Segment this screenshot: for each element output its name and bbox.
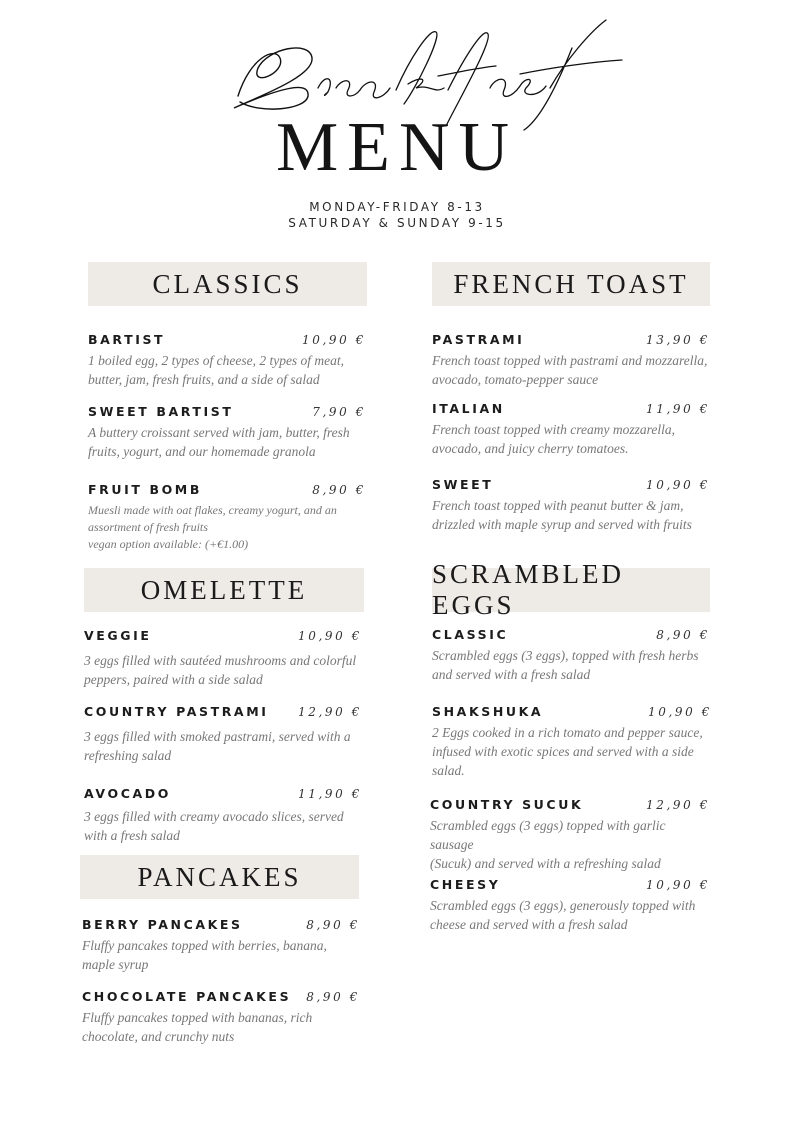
- item-price: 12,90 €: [645, 798, 710, 812]
- section-heading-omelette: OMELETTE: [84, 568, 364, 612]
- menu-item: [82, 917, 360, 974]
- item-name: FRUIT BOMB: [88, 482, 202, 497]
- section-heading-pancakes: PANCAKES: [80, 855, 359, 899]
- item-name: COUNTRY SUCUK: [430, 797, 584, 812]
- item-name: VEGGIE: [84, 628, 152, 643]
- item-price: 10,90 €: [297, 629, 362, 643]
- section-heading-scrambled-eggs: SCRAMBLED EGGS: [432, 568, 710, 612]
- item-description: French toast topped with creamy mozzarella, avocado, and juicy cherry tomatoes.: [432, 422, 675, 456]
- item-price: 10,90 €: [645, 478, 710, 492]
- item-price: 8,90 €: [306, 918, 360, 932]
- hours-weekdays: MONDAY-FRIDAY 8-13: [309, 200, 485, 214]
- item-name: COUNTRY PASTRAMI: [84, 704, 269, 719]
- item-price: 10,90 €: [645, 878, 710, 892]
- menu-item: [88, 404, 366, 461]
- item-description: 3 eggs filled with sautéed mushrooms and colorful peppers, paired with a side salad: [84, 653, 357, 687]
- menu-item: [88, 332, 366, 389]
- menu-item: [84, 786, 362, 845]
- item-price: 10,90 €: [301, 333, 366, 347]
- item-name: ITALIAN: [432, 401, 505, 416]
- item-name: CHEESY: [430, 877, 501, 892]
- item-description: A buttery croissant served with jam, butter, fresh fruits, yogurt, and our homemade granola: [88, 425, 350, 459]
- menu-item: [84, 704, 362, 765]
- menu-item: [430, 797, 710, 873]
- item-name: CHOCOLATE PANCAKES: [82, 989, 292, 1004]
- item-description: French toast topped with pastrami and mozzarella, avocado, tomato-pepper sauce: [432, 353, 708, 387]
- item-price: 8,90 €: [306, 990, 360, 1004]
- item-description: Scrambled eggs (3 eggs), topped with fresh herbs and served with a fresh salad: [432, 648, 699, 682]
- menu-item: [432, 477, 710, 534]
- item-description: 2 Eggs cooked in a rich tomato and pepper sauce, infused with exotic spices and served with a side salad.: [432, 725, 703, 778]
- script-title-text: Breakfast: [220, 18, 225, 19]
- item-description: Scrambled eggs (3 eggs) topped with garlic sausage (Sucuk) and served with a refreshing salad: [430, 818, 666, 871]
- item-description: French toast topped with peanut butter & jam, drizzled with maple syrup and served with fruits: [432, 498, 692, 532]
- menu-item: [84, 628, 362, 689]
- section-heading-french-toast: FRENCH TOAST: [432, 262, 710, 306]
- menu-item: [432, 627, 710, 684]
- item-price: 13,90 €: [645, 333, 710, 347]
- item-price: 8,90 €: [656, 628, 710, 642]
- menu-item: [88, 482, 366, 553]
- item-description: 1 boiled egg, 2 types of cheese, 2 types of meat, butter, jam, fresh fruits, and a side of salad: [88, 353, 345, 387]
- item-name: BARTIST: [88, 332, 166, 347]
- section-heading-classics: CLASSICS: [88, 262, 367, 306]
- item-price: 11,90 €: [645, 402, 710, 416]
- menu-item: [430, 877, 710, 934]
- hours-weekend: SATURDAY & SUNDAY 9-15: [288, 216, 506, 230]
- menu-title: MENU: [275, 109, 519, 186]
- item-price: 7,90 €: [312, 405, 366, 419]
- item-price: 10,90 €: [647, 705, 712, 719]
- item-name: SWEET: [432, 477, 494, 492]
- item-price: 11,90 €: [297, 787, 362, 801]
- item-description: 3 eggs filled with smoked pastrami, served with a refreshing salad: [84, 729, 351, 763]
- item-description: Muesli made with oat flakes, creamy yogurt, and an assortment of fresh fruits vegan option available: (+€1.00): [88, 503, 337, 551]
- item-description: 3 eggs filled with creamy avocado slices, served with a fresh salad: [84, 809, 344, 843]
- menu-item: [432, 704, 712, 780]
- item-description: Scrambled eggs (3 eggs), generously topped with cheese and served with a fresh salad: [430, 898, 696, 932]
- item-description: Fluffy pancakes topped with berries, banana, maple syrup: [82, 938, 327, 972]
- menu-item: [432, 401, 710, 458]
- item-name: SWEET BARTIST: [88, 404, 234, 419]
- item-name: AVOCADO: [84, 786, 171, 801]
- item-name: BERRY PANCAKES: [82, 917, 243, 932]
- item-name: PASTRAMI: [432, 332, 525, 347]
- item-name: CLASSIC: [432, 627, 509, 642]
- item-name: SHAKSHUKA: [432, 704, 544, 719]
- item-description: Fluffy pancakes topped with bananas, rich chocolate, and crunchy nuts: [82, 1010, 313, 1044]
- menu-item: [432, 332, 710, 389]
- menu-item: [82, 989, 360, 1046]
- item-price: 8,90 €: [312, 483, 366, 497]
- item-price: 12,90 €: [297, 705, 362, 719]
